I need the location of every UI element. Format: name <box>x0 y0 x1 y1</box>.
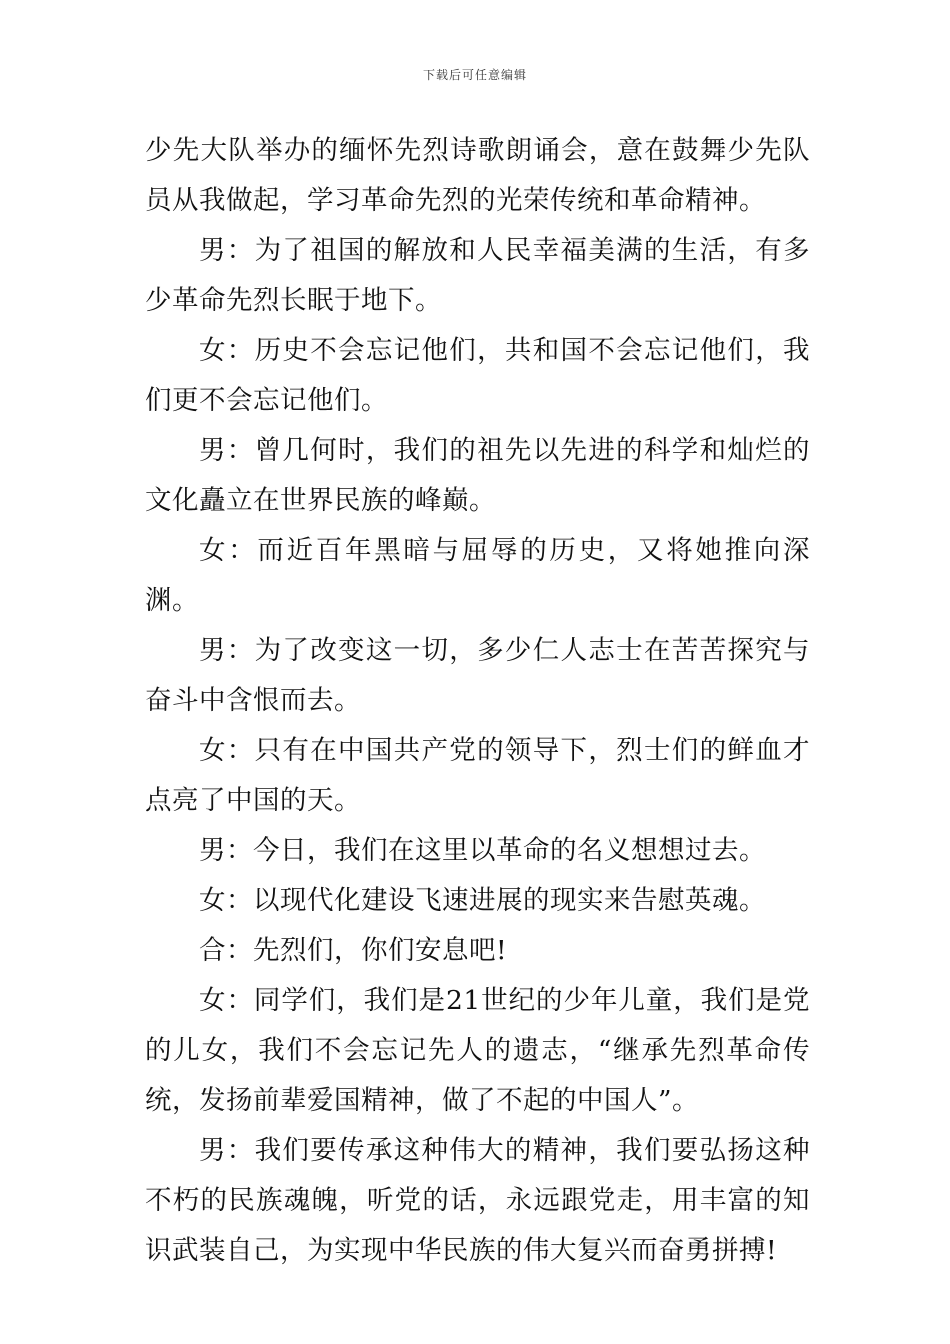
paragraph-line: 男：为了改变这一切，多少仁人志士在苦苦探究与奋斗中含恨而去。 <box>145 635 810 716</box>
paragraph-line: 男：为了祖国的解放和人民幸福美满的生活，有多少革命先烈长眠于地下。 <box>145 235 810 316</box>
paragraph-line: 女：而近百年黑暗与屈辱的历史，又将她推向深渊。 <box>145 535 810 616</box>
paragraph-line: 女：历史不会忘记他们，共和国不会忘记他们，我们更不会忘记他们。 <box>145 335 810 416</box>
paragraph-line: 男：我们要传承这种伟大的精神，我们要弘扬这种不朽的民族魂魄，听党的话，永远跟党走，用丰富的知识武装自己，为实现中华民族的伟大复兴而奋勇拼搏! <box>145 1135 810 1266</box>
paragraph-line: 女：同学们，我们是21世纪的少年儿童，我们是党的儿女，我们不会忘记先人的遗志，“继承先烈革命传统，发扬前辈爱国精神，做了不起的中国人”。 <box>145 985 810 1116</box>
paragraph-line: 男：今日，我们在这里以革命的名义想想过去。 <box>199 835 766 866</box>
document-body <box>145 126 810 1276</box>
paragraph-line: 男：曾几何时，我们的祖先以先进的科学和灿烂的文化矗立在世界民族的峰巅。 <box>145 435 810 516</box>
paragraph-line: 女：以现代化建设飞速进展的现实来告慰英魂。 <box>199 885 766 916</box>
paragraph-intro: 少先大队举办的缅怀先烈诗歌朗诵会，意在鼓舞少先队员从我做起，学习革命先烈的光荣传统和革命精神。 <box>145 135 810 216</box>
paragraph-line: 合：先烈们，你们安息吧! <box>199 935 508 966</box>
paragraph-line: 女：只有在中国共产党的领导下，烈士们的鲜血才点亮了中国的天。 <box>145 735 810 816</box>
page-header: 下载后可任意编辑 <box>422 68 527 82</box>
